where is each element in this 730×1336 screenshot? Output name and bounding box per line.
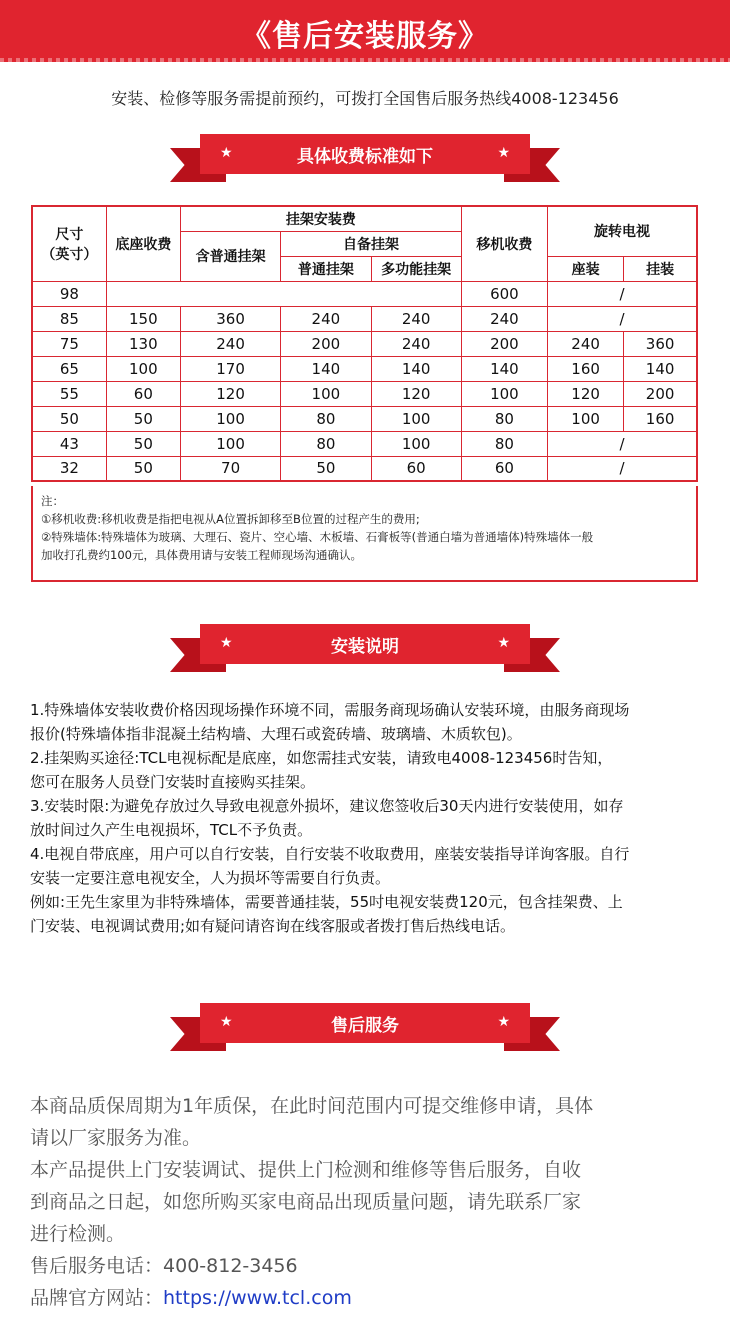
multi-mount-cell: 60 xyxy=(371,456,461,481)
page-title: 《售后安装服务》 xyxy=(241,19,489,54)
seat-cell: 240 xyxy=(548,331,624,356)
instruction-line: 2.挂架购买途径:TCL电视标配是底座，如您需挂式安装，请致电4008-123456时告知， xyxy=(30,749,613,767)
fees-banner xyxy=(170,134,560,184)
multi-mount-cell: 240 xyxy=(371,306,461,331)
after-sales-info xyxy=(30,1090,710,1314)
normal-mount-cell: 240 xyxy=(281,306,371,331)
service-hotline-intro: 安装、检修等服务需提前预约，可拨打全国售后服务热线4008-123456 xyxy=(111,89,619,108)
table-row xyxy=(32,431,697,456)
multi-mount-cell: 240 xyxy=(371,331,461,356)
service-phone-label: 售后服务电话： xyxy=(30,1255,164,1277)
service-line: 进行检测。 xyxy=(30,1223,126,1245)
service-line: 请以厂家服务为准。 xyxy=(30,1127,202,1149)
multi-mount-cell: 100 xyxy=(371,431,461,456)
service-line: 本商品质保周期为1年质保，在此时间范围内可提交维修申请，具体 xyxy=(30,1095,594,1117)
fee-table xyxy=(31,205,698,482)
normal-mount-cell: 80 xyxy=(281,406,371,431)
service-line: 本产品提供上门安装调试、提供上门检测和维修等售后服务，自收 xyxy=(30,1159,582,1181)
hang-cell: 160 xyxy=(624,406,697,431)
base-cell: 50 xyxy=(106,456,180,481)
standard-mount-cell: 70 xyxy=(180,456,280,481)
table-row xyxy=(32,306,697,331)
base-cell: 100 xyxy=(106,356,180,381)
official-site-row xyxy=(30,1282,710,1314)
table-row xyxy=(32,281,697,306)
relocate-cell: 80 xyxy=(461,406,547,431)
seat-cell: 100 xyxy=(548,406,624,431)
standard-mount-cell: 100 xyxy=(180,406,280,431)
table-row xyxy=(32,331,697,356)
relocate-cell: 240 xyxy=(461,306,547,331)
normal-mount-cell: 80 xyxy=(281,431,371,456)
after-sales-banner-label: 售后服务 xyxy=(200,1003,530,1043)
notes-line: ①移机收费:移机收费是指把电视从A位置拆卸移至B位置的过程产生的费用; xyxy=(41,512,420,526)
table-row xyxy=(32,356,697,381)
size-cell: 50 xyxy=(32,406,106,431)
instruction-line: 4.电视自带底座，用户可以自行安装，自行安装不收取费用，座装安装指导详询客服。自行 xyxy=(30,845,630,863)
install-instructions xyxy=(30,698,710,938)
hang-cell: 200 xyxy=(624,381,697,406)
relocate-cell: 100 xyxy=(461,381,547,406)
instruction-line: 安装一定要注意电视安全，人为损坏等需要自行负责。 xyxy=(30,869,391,887)
relocate-fee-header: 移机收费 xyxy=(461,206,547,281)
table-row xyxy=(32,456,697,481)
standard-mount-cell: 360 xyxy=(180,306,280,331)
self-provided-mount-header: 自备挂架 xyxy=(281,231,462,256)
service-phone-row xyxy=(30,1250,710,1282)
multi-function-mount-header: 多功能挂架 xyxy=(371,256,461,281)
base-cell: 150 xyxy=(106,306,180,331)
rotating-cell: / xyxy=(548,281,697,306)
seat-cell: 160 xyxy=(548,356,624,381)
instruction-line: 报价(特殊墙体指非混凝土结构墙、大理石或瓷砖墙、玻璃墙、木质软包)。 xyxy=(30,725,522,743)
rotating-cell: / xyxy=(548,431,697,456)
install-banner xyxy=(170,624,560,674)
instruction-line: 门安装、电视调试费用;如有疑问请咨询在线客服或者拨打售后热线电话。 xyxy=(30,917,516,935)
page-header-bar xyxy=(0,0,730,62)
standard-mount-cell: 120 xyxy=(180,381,280,406)
wall-mount-fee-header: 挂架安装费 xyxy=(180,206,461,231)
normal-mount-cell: 50 xyxy=(281,456,371,481)
relocate-cell: 140 xyxy=(461,356,547,381)
hang-cell: 140 xyxy=(624,356,697,381)
table-notes xyxy=(31,486,698,582)
base-fee-header: 底座收费 xyxy=(106,206,180,281)
notes-line: ②特殊墙体:特殊墙体为玻璃、大理石、瓷片、空心墙、木板墙、石膏板等(普通白墙为普通墙体)特殊墙体一般 xyxy=(41,530,594,544)
base-cell: 50 xyxy=(106,431,180,456)
star-icon: ★ xyxy=(497,1014,510,1030)
star-icon: ★ xyxy=(220,1014,233,1030)
size-cell: 43 xyxy=(32,431,106,456)
star-icon: ★ xyxy=(220,635,233,651)
normal-mount-cell: 100 xyxy=(281,381,371,406)
service-line: 到商品之日起，如您所购买家电商品出现质量问题，请先联系厂家 xyxy=(30,1191,582,1213)
after-sales-banner xyxy=(170,1003,560,1053)
rotating-cell: / xyxy=(548,306,697,331)
table-row xyxy=(32,406,697,431)
hang-cell: 360 xyxy=(624,331,697,356)
size-cell: 98 xyxy=(32,281,106,306)
notes-line: 加收打孔费约100元，具体费用请与安装工程师现场沟通确认。 xyxy=(41,548,362,562)
fees-banner-label: 具体收费标准如下 xyxy=(200,134,530,174)
standard-mount-cell: 100 xyxy=(180,431,280,456)
rotating-cell: / xyxy=(548,456,697,481)
wall-hang-header: 挂装 xyxy=(624,256,697,281)
notes-title: 注： xyxy=(41,494,64,508)
star-icon: ★ xyxy=(497,145,510,161)
instruction-line: 3.安装时限:为避免存放过久导致电视意外损坏，建议您签收后30天内进行安装使用，如存 xyxy=(30,797,624,815)
multi-mount-cell: 120 xyxy=(371,381,461,406)
install-banner-label: 安装说明 xyxy=(200,624,530,664)
relocate-cell: 80 xyxy=(461,431,547,456)
rotating-tv-header: 旋转电视 xyxy=(548,206,697,256)
standard-mount-included-header: 含普通挂架 xyxy=(180,231,280,281)
empty-cell xyxy=(106,281,461,306)
instruction-line: 放时间过久产生电视损坏，TCL不予负责。 xyxy=(30,821,313,839)
size-cell: 55 xyxy=(32,381,106,406)
normal-mount-cell: 200 xyxy=(281,331,371,356)
normal-mount-header: 普通挂架 xyxy=(281,256,371,281)
multi-mount-cell: 100 xyxy=(371,406,461,431)
size-cell: 65 xyxy=(32,356,106,381)
instruction-line: 例如:王先生家里为非特殊墙体，需要普通挂装，55吋电视安装费120元，包含挂架费、上 xyxy=(30,893,623,911)
seat-cell: 120 xyxy=(548,381,624,406)
standard-mount-cell: 170 xyxy=(180,356,280,381)
seat-mount-header: 座装 xyxy=(548,256,624,281)
size-cell: 32 xyxy=(32,456,106,481)
normal-mount-cell: 140 xyxy=(281,356,371,381)
official-site-link[interactable]: https://www.tcl.com xyxy=(163,1287,352,1309)
instruction-line: 您可在服务人员登门安装时直接购买挂架。 xyxy=(30,773,316,791)
table-row xyxy=(32,381,697,406)
service-phone-number[interactable]: 400-812-3456 xyxy=(163,1255,298,1277)
size-cell: 85 xyxy=(32,306,106,331)
size-cell: 75 xyxy=(32,331,106,356)
size-header-unit: （英寸） xyxy=(41,246,98,263)
star-icon: ★ xyxy=(497,635,510,651)
star-icon: ★ xyxy=(220,145,233,161)
standard-mount-cell: 240 xyxy=(180,331,280,356)
relocate-cell: 60 xyxy=(461,456,547,481)
multi-mount-cell: 140 xyxy=(371,356,461,381)
size-header-label: 尺寸 xyxy=(55,226,84,243)
relocate-cell: 600 xyxy=(461,281,547,306)
size-header xyxy=(32,206,106,281)
base-cell: 60 xyxy=(106,381,180,406)
base-cell: 130 xyxy=(106,331,180,356)
relocate-cell: 200 xyxy=(461,331,547,356)
instruction-line: 1.特殊墙体安装收费价格因现场操作环境不同，需服务商现场确认安装环境，由服务商现场 xyxy=(30,701,630,719)
official-site-label: 品牌官方网站： xyxy=(30,1287,164,1309)
base-cell: 50 xyxy=(106,406,180,431)
